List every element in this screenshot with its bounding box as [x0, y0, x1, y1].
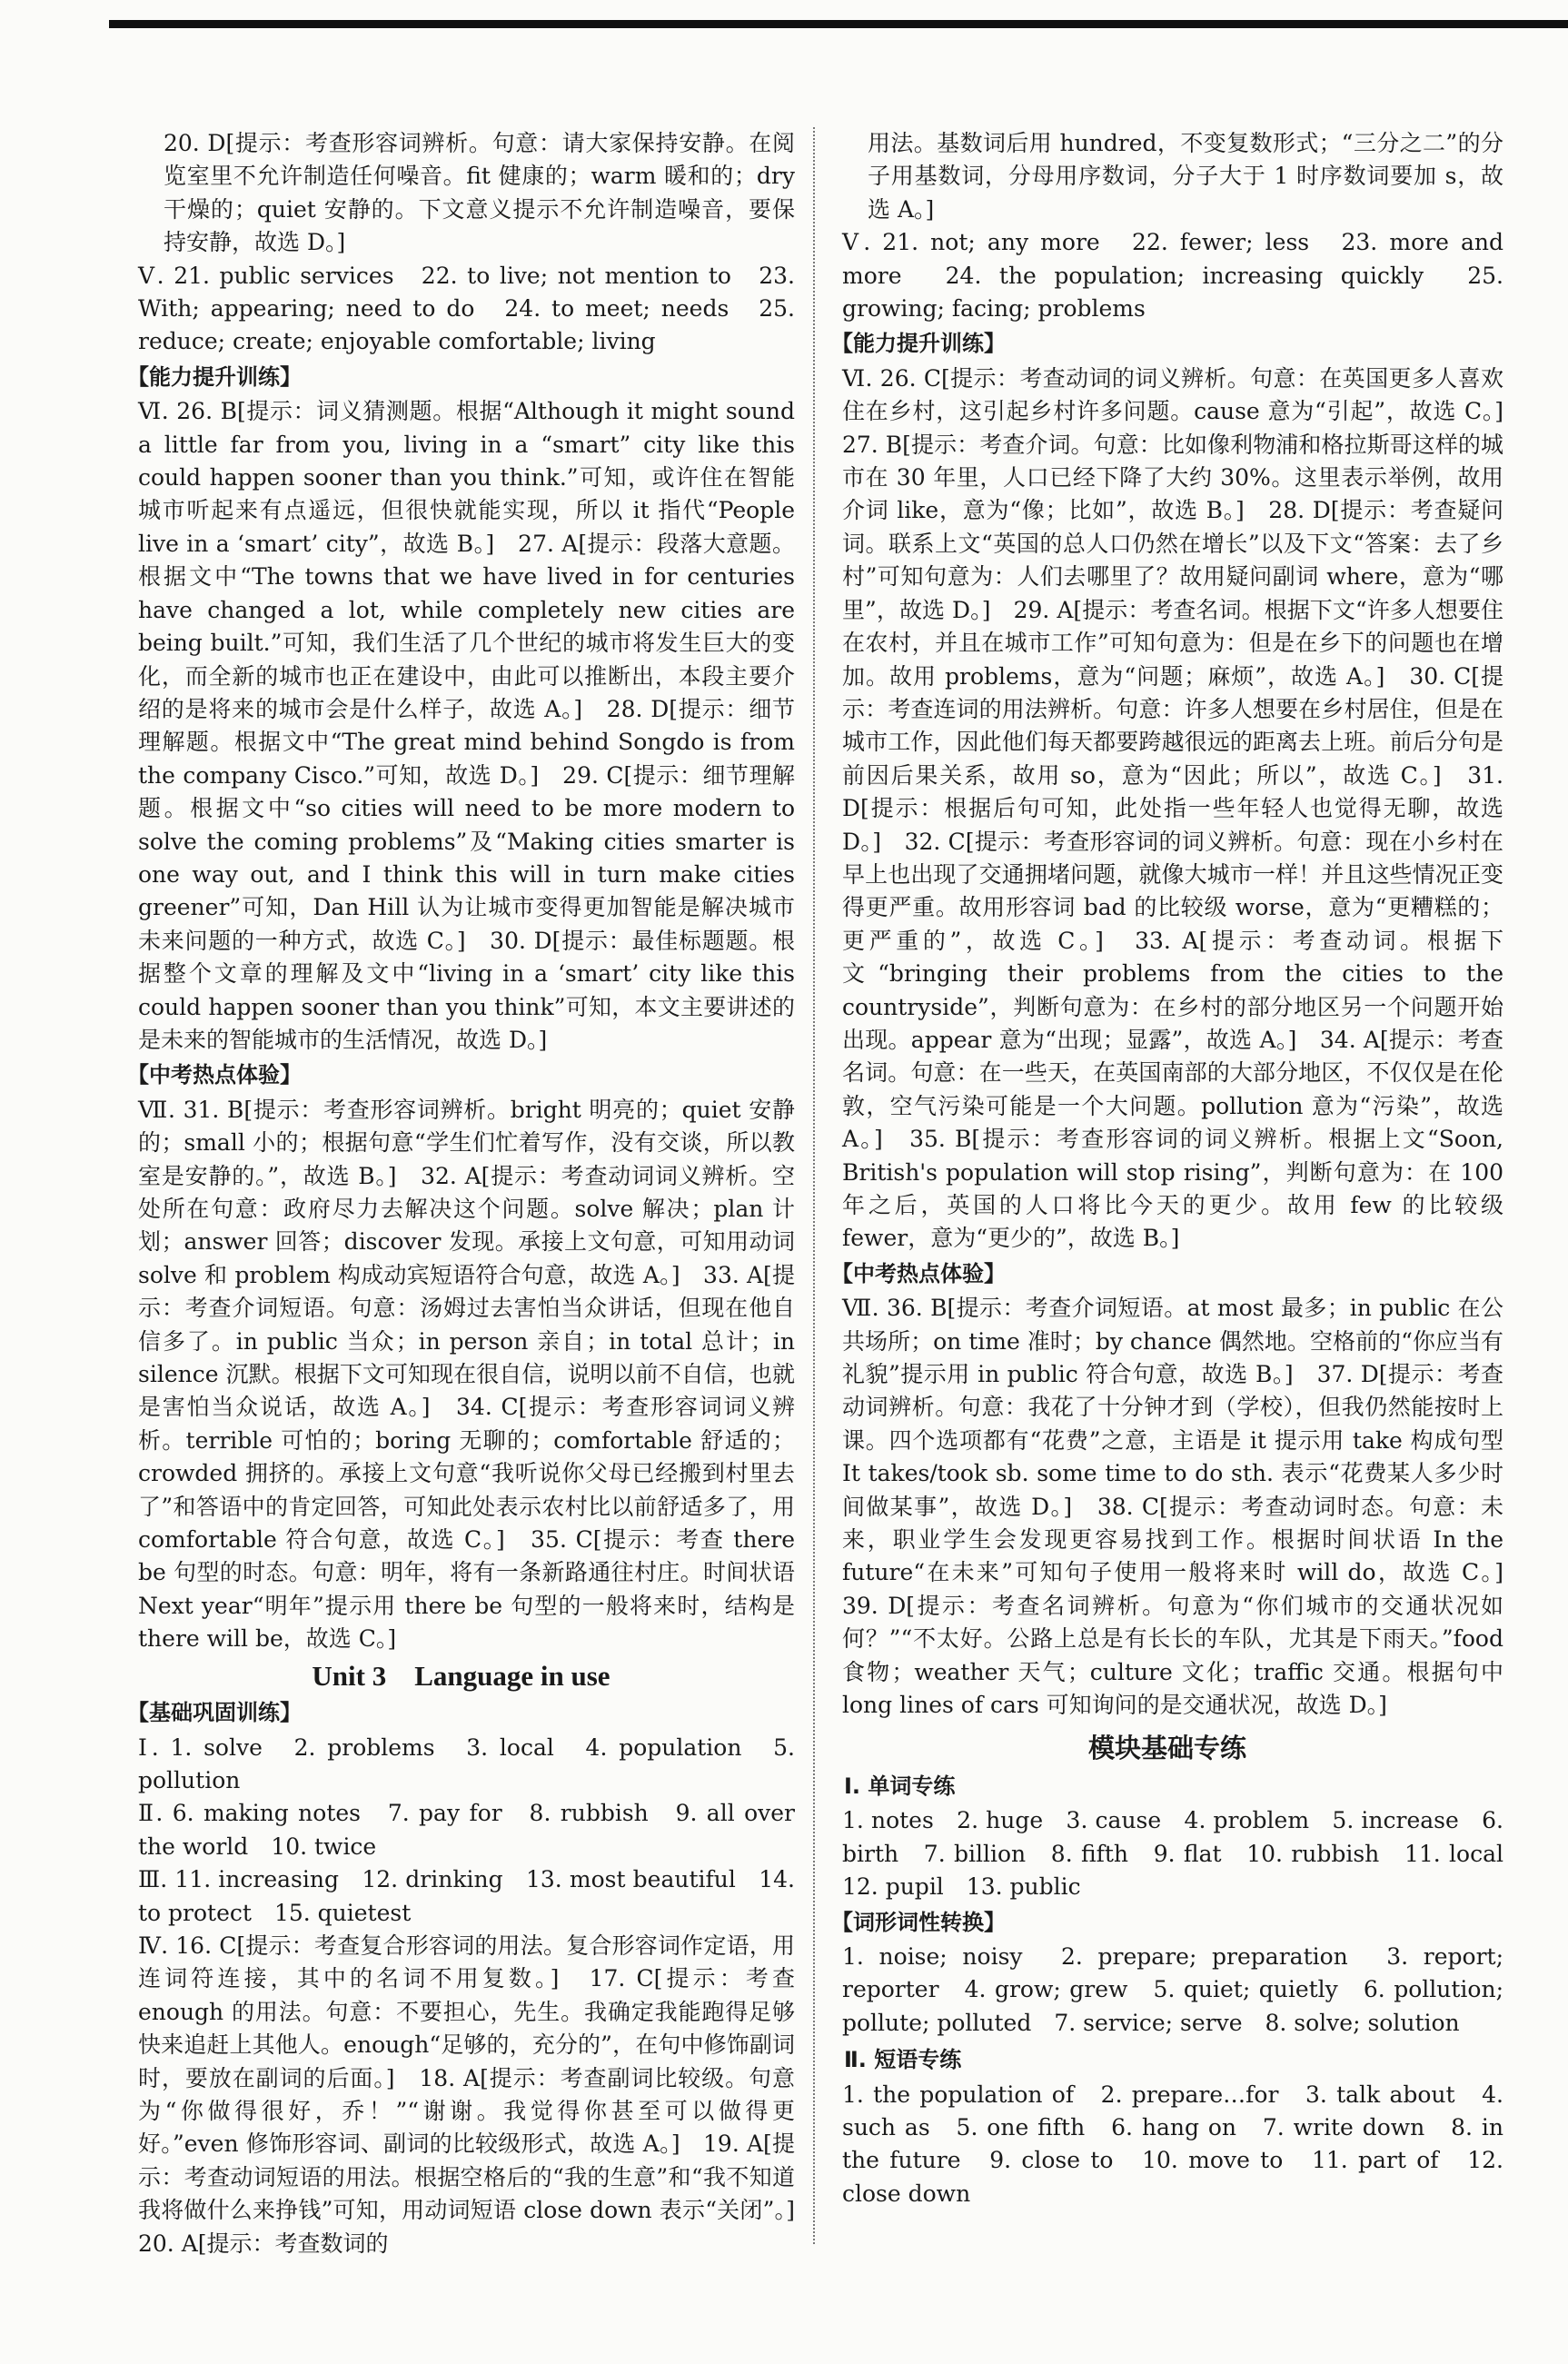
answer-paragraph: Ⅴ. 21. public services 22. to live; not mention to 23. With; appearing; need to do 24. to meet; needs 25. reduce; create; enjoyable comfortable; living — [138, 262, 795, 355]
section-heading: 【中考热点体验】 — [831, 1260, 1006, 1286]
section-heading: 【能力提升训练】 — [831, 331, 1006, 357]
answer-paragraph: 用法。基数词后用 hundred，不变复数形式；“三分之二”的分子用基数词，分母用序数词，分子大于 1 时序数词要加 s，故选 A。] — [868, 130, 1503, 223]
answer-paragraph: Ⅴ. 21. not; any more 22. fewer; less 23. more and more 24. the population; increasing quickly 25. growing; facing; problems — [842, 229, 1503, 323]
right-column — [831, 127, 1527, 2210]
answer-paragraph: Ⅲ. 11. increasing 12. drinking 13. most beautiful 14. to protect 15. quietest — [138, 1866, 795, 1926]
section-heading: Ⅱ. 短语专练 — [844, 2047, 962, 2073]
section-heading: 【基础巩固训练】 — [127, 1700, 302, 1726]
answer-paragraph: Ⅱ. 6. making notes 7. pay for 8. rubbish 9. all over the world 10. twice — [138, 1800, 795, 1860]
section-heading: Ⅰ. 单词专练 — [844, 1773, 956, 1799]
answer-paragraph: 20. D[提示：考查形容词辨析。句意：请大家保持安静。在阅览室里不允许制造任何噪音。fit 健康的；warm 暖和的；dry 干燥的；quiet 安静的。下文意义提示不允许制造噪音，要保持安静，故选 D。] — [164, 130, 795, 256]
answer-paragraph: 1. the population of 2. prepare…for 3. talk about 4. such as 5. one fifth 6. hang on 7. write down 8. in the future 9. close to 10. move to 11. part of 12. close down — [842, 2081, 1503, 2207]
section-heading: 【能力提升训练】 — [127, 363, 302, 390]
left-column — [127, 127, 819, 2260]
answer-paragraph: Ⅶ. 31. B[提示：考查形容词辨析。bright 明亮的；quiet 安静的；small 小的；根据句意“学生们忙着写作，没有交谈，所以教室是安静的。”，故选 B。] 32. A[提示：考查动词词义辨析。空处所在句意：政府尽力去解决这个问题。solve 解决；plan 计划；answer 回答；discover 发现。承接上文句意，可知用动词 solve 和 problem 构成动宾短语符合句意，故选 A。] 33. A[提示：考查介词短语。句意：汤姆过去害怕当众讲话，但现在他自信多了。in public 当众；in person 亲自；in total 总计；in silence 沉默。根据下文可知现在很自信，说明以前不自信，也就是害怕当众说话，故选 A。] 34. C[提示：考查形容词词义辨析。terrible 可怕的；boring 无聊的；comfortable 舒适的；crowded 拥挤的。承接上文句意“我听说你父母已经搬到村里去了”和答语中的肯定回答，可知此处表示农村比以前舒适多了，用 comfortable 符合句意，故选 C。] 35. C[提示：考查 there be 句型的时态。句意：明年，将有一条新路通往村庄。时间状语 Next year“明年”提示用 there be 句型的一般将来时，结构是 there will be，故选 C。] — [138, 1096, 795, 1653]
section-heading: 【中考热点体验】 — [127, 1062, 302, 1088]
module-title: 模块基础专练 — [1087, 1732, 1246, 1763]
answer-paragraph: 1. noise; noisy 2. prepare; preparation 3. report; reporter 4. grow; grew 5. quiet; quietly 6. pollution; pollute; polluted 7. service; serve 8. solve; solution — [842, 1942, 1503, 2036]
column-divider — [813, 127, 815, 2244]
answer-paragraph: Ⅵ. 26. C[提示：考查动词的词义辨析。句意：在英国更多人喜欢住在乡村，这引起乡村许多问题。cause 意为“引起”，故选 C。] 27. B[提示：考查介词。句意：比如像利物浦和格拉斯哥这样的城市在 30 年里，人口已经下降了大约 30%。这里表示举例，故用介词 like，意为“像；比如”，故选 B。] 28. D[提示：考查疑问词。联系上文“英国的总人口仍然在增长”以及下文“答案：去了乡村”可知句意为：人们去哪里了？故用疑问副词 where，意为“哪里”，故选 D。] 29. A[提示：考查名词。根据下文“许多人想要住在农村，并且在城市工作”可知句意为：但是在乡下的问题也在增加。故用 problems，意为“问题；麻烦”，故选 A。] 30. C[提示：考查连词的用法辨析。句意：许多人想要在乡村居住，但是在城市工作，因此他们每天都要跨越很远的距离去上班。前后分句是前因后果关系，故用 so，意为“因此；所以”，故选 C。] 31. D[提示：根据后句可知，此处指一些年轻人也觉得无聊，故选 D。] 32. C[提示：考查形容词的词义辨析。句意：现在小乡村在早上也出现了交通拥堵问题，就像大城市一样！并且这些情况正变得更严重。故用形容词 bad 的比较级 worse，意为“更糟糕的；更严重的”，故选 C。] 33. A[提示：考查动词。根据下文“bringing their problems from the cities to the countryside”，判断句意为：在乡村的部分地区另一个问题开始出现。appear 意为“出现；显露”，故选 A。] 34. A[提示：考查名词。句意：在一些天，在英国南部的大部分地区，不仅仅是在伦敦，空气污染可能是一个大问题。pollution 意为“污染”，故选 A。] 35. B[提示：考查形容词的词义辨析。根据上文“Soon, British's population will stop rising”，判断句意为：在 100 年之后，英国的人口将比今天的更少。故用 few 的比较级 fewer，意为“更少的”，故选 B。] — [842, 364, 1527, 1252]
answer-paragraph: Ⅰ. 1. solve 2. problems 3. local 4. population 5. pollution — [138, 1733, 795, 1793]
unit-title: Unit 3 Language in use — [312, 1659, 610, 1692]
answer-paragraph: Ⅵ. 26. B[提示：词义猜测题。根据“Although it might sound a little far from you, living in a “smart” city like this could happen sooner than you think.”可知，或许住在智能城市听起来有点遥远，但很快就能实现，所以 it 指代“People live in a ‘smart’ city”，故选 B。] 27. A[提示：段落大意题。根据文中“The towns that we have lived in for centuries have changed a lot, while completely new cities are being built.”可知，我们生活了几个世纪的城市将发生巨大的变化，而全新的城市也正在建设中，由此可以推断出，本段主要介绍的是将来的城市会是什么样子，故选 A。] 28. D[提示：细节理解题。根据文中“The great mind behind Songdo is from the company Cisco.”可知，故选 D。] 29. C[提示：细节理解题。根据文中“so cities will need to be more modern to solve the coming problems”及“Making cities smarter is one way out, and I think this will in turn make cities greener”可知，Dan Hill 认为让城市变得更加智能是解决城市未来问题的一种方式，故选 C。] 30. D[提示：最佳标题题。根据整个文章的理解及文中“living in a ‘smart’ city like this could happen sooner than you think”可知，本文主要讲述的是未来的智能城市的生活情况，故选 D。] — [138, 398, 795, 1053]
answer-paragraph: 1. notes 2. huge 3. cause 4. problem 5. increase 6. birth 7. billion 8. fifth 9. flat 10. rubbish 11. local 12. pupil 13. public — [842, 1807, 1527, 1901]
answer-paragraph: Ⅶ. 36. B[提示：考查介词短语。at most 最多；in public 在公共场所；on time 准时；by chance 偶然地。空格前的“你应当有礼貌”提示用 in public 符合句意，故选 B。] 37. D[提示：考查动词辨析。句意：我花了十分钟才到（学校），但我仍然能按时上课。四个选项都有“花费”之意，主语是 it 提示用 take 构成句型 It takes/took sb. some time to do sth. 表示“花费某人多少时间做某事”，故选 D。] 38. C[提示：考查动词时态。句意：未来，职业学生会发现更容易找到工作。根据时间状语 In the future“在未来”可知句子使用一般将来时 will do，故选 C。] 39. D[提示：考查名词辨析。句意为“你们城市的交通状况如何？”“不太好。公路上总是有长长的车队，尤其是下雨天。”food 食物；weather 天气；culture 文化；traffic 交通。根据句中 long lines of cars 可知询问的是交通状况，故选 D。] — [842, 1295, 1527, 1719]
top-rule — [109, 20, 1568, 28]
section-heading: 【词形词性转换】 — [831, 1909, 1006, 1935]
answer-paragraph: Ⅳ. 16. C[提示：考查复合形容词的用法。复合形容词作定语，用连词符连接，其中的名词不用复数。] 17. C[提示：考查 enough 的用法。句意：不要担心，先生。我确定我能跑得足够快来追赶上其他人。enough“足够的，充分的”，在句中修饰副词时，要放在副词的后面。] 18. A[提示：考查副词比较级。句意为“你做得很好，乔！”“谢谢。我觉得你甚至可以做得更好。”even 修饰形容词、副词的比较级形式，故选 A。] 19. A[提示：考查动词短语的用法。根据空格后的“我的生意”和“我不知道我将做什么来挣钱”可知，用动词短语 close down 表示“关闭”。] 20. A[提示：考查数词的 — [138, 1932, 819, 2257]
